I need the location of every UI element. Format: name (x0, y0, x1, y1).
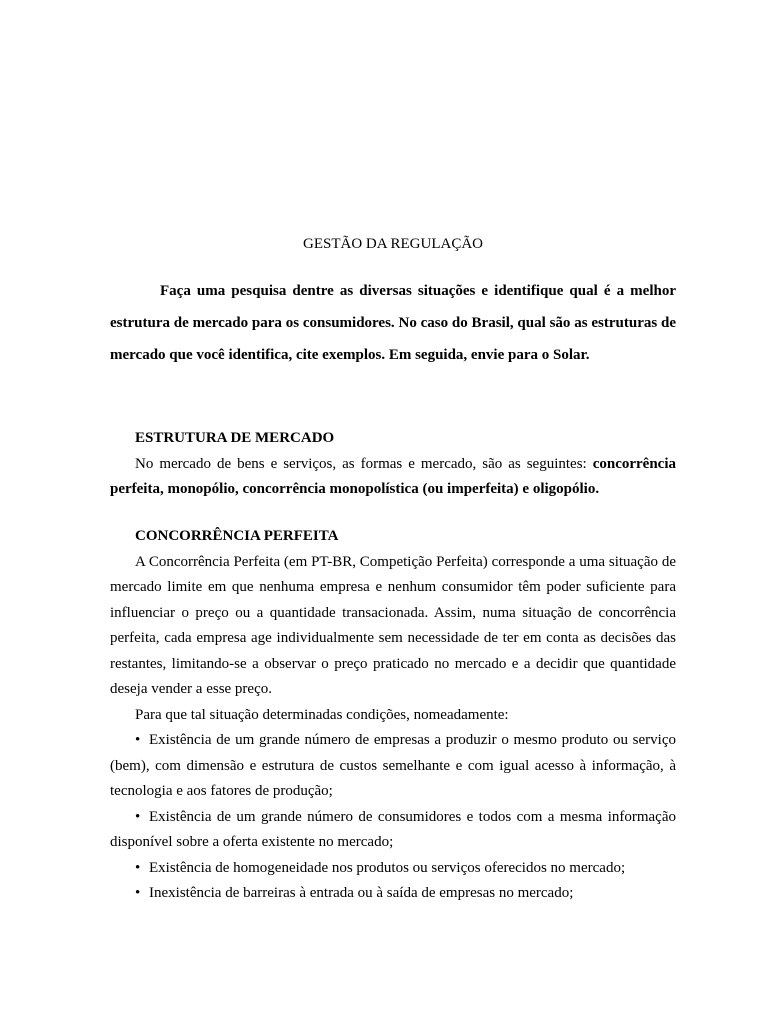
section-heading: ESTRUTURA DE MERCADO (135, 430, 335, 446)
bullet-icon: • (135, 808, 141, 825)
assignment-question: Faça uma pesquisa dentre as diversas situações e identifique qual é a melhor estrutura de mercado para os consumidores. No caso do Brasil, qual são as estruturas de mercado que você identifica, cite exemplos. Em seguida, envie para o Solar. (110, 283, 676, 363)
list-item-text: Existência de homogeneidade nos produtos ou serviços oferecidos no mercado; (149, 859, 626, 876)
section-estrutura-de-mercado (110, 426, 676, 503)
document-title: GESTÃO DA REGULAÇÃO (303, 236, 483, 252)
list-item (110, 881, 676, 907)
paragraph-text: No mercado de bens e serviços, as formas e mercado, são as seguintes: (135, 455, 593, 472)
bullet-icon: • (135, 732, 141, 748)
list-item-text: Existência de um grande número de empresas a produzir o mesmo produto ou serviço (bem), com dimensão e estrutura de custos semelhante e com igual acesso à informação, à tecnologia e aos fatores de produção; (110, 732, 676, 799)
list-item (110, 856, 676, 882)
list-item-text: Existência de um grande número de consumidores e todos com a mesma informação disponível sobre a oferta existente no mercado; (110, 808, 676, 850)
section-concorrencia-perfeita (110, 524, 676, 907)
bullet-icon: • (135, 885, 141, 901)
list-item-text: Inexistência de barreiras à entrada ou à saída de empresas no mercado; (149, 885, 574, 901)
section-paragraph (110, 452, 676, 503)
bullet-icon: • (135, 859, 141, 876)
section-paragraph: Para que tal situação determinadas condições, nomeadamente: (135, 706, 509, 723)
conditions-list (110, 728, 676, 907)
list-item (110, 728, 676, 805)
section-heading: CONCORRÊNCIA PERFEITA (135, 528, 339, 544)
list-item (110, 805, 676, 856)
market-forms-bold-text: concorrência perfeita, monopólio, concorrência monopolística (ou imperfeita) e oligopólio. (110, 455, 676, 497)
section-paragraph: A Concorrência Perfeita (em PT-BR, Competição Perfeita) corresponde a uma situação de mercado limite em que nenhuma empresa e nenhum consumidor têm poder suficiente para influenciar o preço ou a quantidade transacionada. Assim, numa situação de concorrência perfeita, cada empresa age individualmente sem necessidade de ter em conta as decisões das restantes, limitando-se a observar o preço praticado no mercado e a decidir que quantidade deseja vender a esse preço. (110, 553, 676, 697)
